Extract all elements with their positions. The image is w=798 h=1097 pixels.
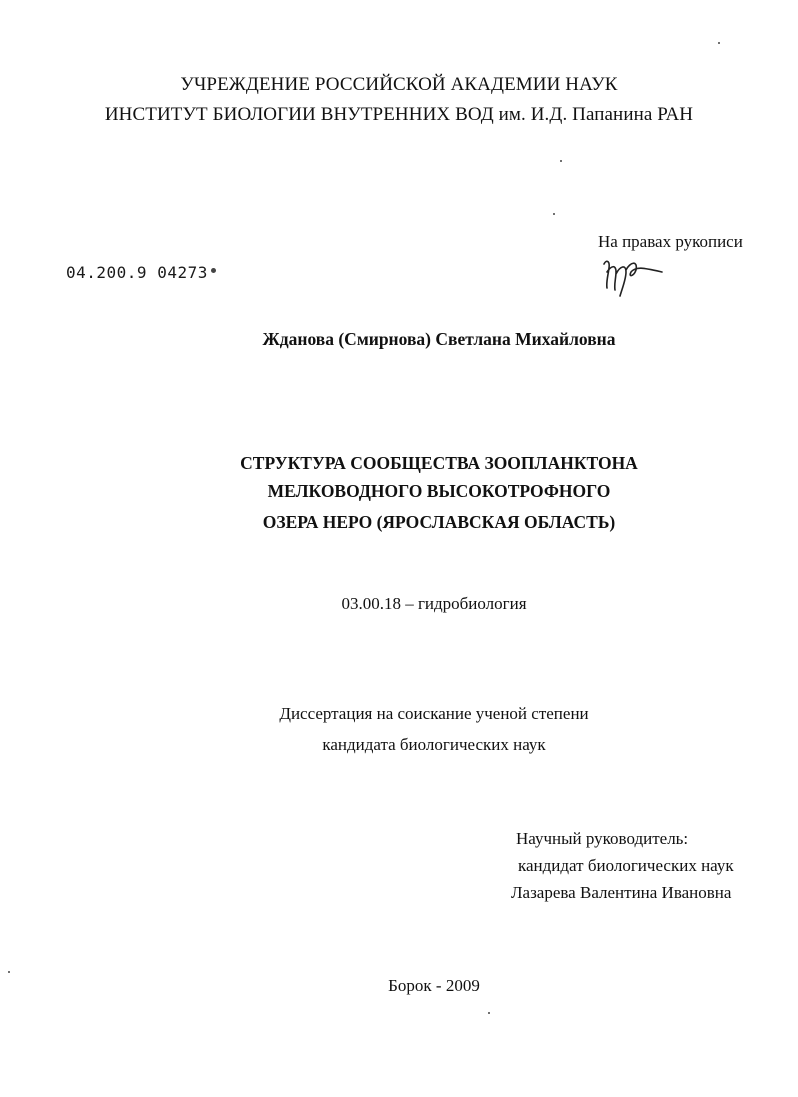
place-year: Борок - 2009 (388, 976, 480, 995)
scan-speck (553, 213, 555, 215)
stamp-dot (211, 268, 216, 273)
scan-speck (488, 1012, 490, 1014)
author-name: Жданова (Смирнова) Светлана Михайловна (262, 329, 616, 349)
title-line-1: СТРУКТУРА СООБЩЕСТВА ЗООПЛАНКТОНА (240, 453, 638, 473)
supervisor-name: Лазарева Валентина Ивановна (511, 883, 732, 902)
scan-speck (718, 42, 720, 44)
supervisor-label: Научный руководитель: (516, 829, 689, 848)
institution-line-1: УЧРЕЖДЕНИЕ РОССИЙСКОЙ АКАДЕМИИ НАУК (180, 74, 618, 95)
title-line-2: МЕЛКОВОДНОГО ВЫСОКОТРОФНОГО (267, 481, 611, 501)
scan-speck (560, 160, 562, 162)
degree-line-2: кандидата биологических наук (322, 735, 546, 754)
scan-speck (8, 971, 10, 973)
degree-line-1: Диссертация на соискание ученой степени (279, 704, 589, 723)
specialty: 03.00.18 – гидробиология (341, 594, 527, 613)
supervisor-degree: кандидат биологических наук (518, 856, 734, 875)
registration-number: 04.200.9 04273 (66, 263, 208, 282)
institution-line-2: ИНСТИТУТ БИОЛОГИИ ВНУТРЕННИХ ВОД им. И.Д. Папанина РАН (104, 104, 694, 125)
title-line-3: ОЗЕРА НЕРО (ЯРОСЛАВСКАЯ ОБЛАСТЬ) (262, 512, 616, 532)
signature-image (598, 252, 668, 298)
manuscript-note: На правах рукописи (598, 232, 743, 251)
